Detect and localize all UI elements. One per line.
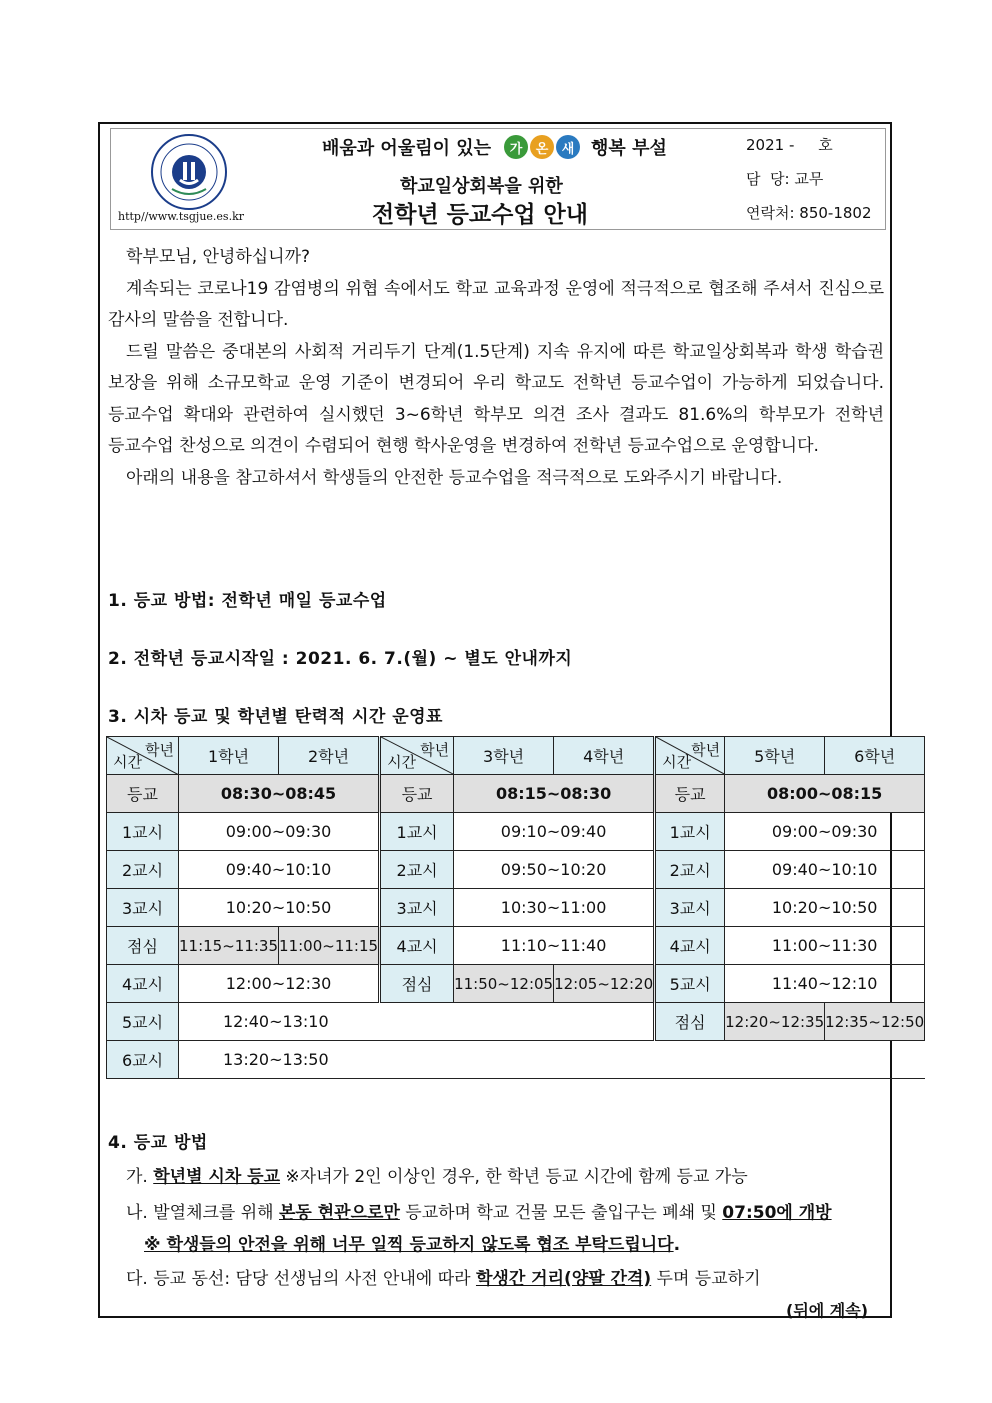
period-time: 12:00~12:30 <box>179 965 380 1003</box>
lunch-time: 12:35~12:50 <box>825 1003 925 1041</box>
grade-header: 4학년 <box>554 737 655 775</box>
corner-cell-12: 학년 시간 <box>107 737 179 775</box>
row-label: 3교시 <box>380 889 454 927</box>
grade-header: 6학년 <box>825 737 925 775</box>
arrival-time: 08:30~08:45 <box>179 775 380 813</box>
row-label: 3교시 <box>655 889 725 927</box>
badge-sae: 새 <box>556 135 580 159</box>
school-logo-icon <box>150 133 228 211</box>
howto-b-note: ※ 학생들의 안전을 위해 너무 일찍 등교하지 않도록 협조 부탁드립니다. <box>144 1235 681 1255</box>
row-label: 5교시 <box>655 965 725 1003</box>
badge-ga: 가 <box>504 135 528 159</box>
letter-body <box>108 242 884 494</box>
row-label: 5교시 <box>107 1003 179 1041</box>
period-time: 10:20~10:50 <box>725 889 925 927</box>
page-subtitle: 학교일상회복을 위한 <box>400 176 563 197</box>
period-time: 11:00~11:30 <box>725 927 925 965</box>
lunch-time: 12:05~12:20 <box>554 965 655 1003</box>
row-label: 1교시 <box>380 813 454 851</box>
lunch-time: 12:20~12:35 <box>725 1003 825 1041</box>
slogan-pre: 배움과 어울림이 있는 <box>322 138 492 159</box>
row-label: 4교시 <box>380 927 454 965</box>
period-time: 09:40~10:10 <box>725 851 925 889</box>
howto-c: 다. 등교 동선: 담당 선생님의 사전 안내에 따라 학생간 거리(양팔 간격) 두며 등교하기 <box>126 1269 761 1289</box>
corner-cell-56: 학년 시간 <box>655 737 725 775</box>
row-label: 등교 <box>655 775 725 813</box>
period-time: 12:40~13:10 <box>179 1003 655 1041</box>
paragraph-3: 아래의 내용을 참고하셔서 학생들의 안전한 등교수업을 적극적으로 도와주시기 바랍니다. <box>126 467 783 488</box>
howto-b: 나. 발열체크를 위해 본동 현관으로만 등교하며 학교 건물 모든 출입구는 폐쇄 및 07:50에 개방 <box>126 1203 832 1223</box>
period-time: 09:10~09:40 <box>454 813 655 851</box>
school-url[interactable]: http//www.tsgjue.es.kr <box>118 210 245 223</box>
period-time: 09:40~10:10 <box>179 851 380 889</box>
continued-note: (뒤에 계속) <box>786 1301 869 1320</box>
page-title: 전학년 등교수업 안내 <box>372 202 588 228</box>
grade-header: 3학년 <box>454 737 554 775</box>
period-time: 10:20~10:50 <box>179 889 380 927</box>
greeting: 학부모님, 안녕하십니까? <box>126 247 311 267</box>
paragraph-1: 계속되는 코로나19 감염병의 위협 속에서도 학교 교육과정 운영에 적극적으로 협조해 주셔서 진심으로 감사의 말씀을 전합니다. <box>108 278 884 330</box>
grade-header: 5학년 <box>725 737 825 775</box>
lunch-time: 11:00~11:15 <box>279 927 380 965</box>
row-label: 2교시 <box>107 851 179 889</box>
grade-header: 2학년 <box>279 737 380 775</box>
charge: 담 당: 교무 <box>746 170 824 188</box>
row-label: 점심 <box>107 927 179 965</box>
slogan-post: 행복 부설 <box>591 138 667 159</box>
row-label: 점심 <box>380 965 454 1003</box>
period-time: 13:20~13:50 <box>179 1041 925 1079</box>
period-time: 09:50~10:20 <box>454 851 655 889</box>
slogan <box>322 134 667 160</box>
row-label: 점심 <box>655 1003 725 1041</box>
schedule-table <box>106 736 925 1079</box>
arrival-time: 08:15~08:30 <box>454 775 655 813</box>
row-label: 1교시 <box>655 813 725 851</box>
row-label: 2교시 <box>380 851 454 889</box>
row-label: 6교시 <box>107 1041 179 1079</box>
row-label: 1교시 <box>107 813 179 851</box>
row-label: 4교시 <box>107 965 179 1003</box>
lunch-time: 11:15~11:35 <box>179 927 279 965</box>
paragraph-2: 드릴 말씀은 중대본의 사회적 거리두기 단계(1.5단계) 지속 유지에 따른 학교일상회복과 학생 학습권 보장을 위해 소규모학교 운영 기준이 변경되어 우리 학교도 전학년 등교수업이 가능하게 되었습니다. 등교수업 확대와 관련하여 실시했던 3~6학년 학부모 의견 조사 결과도 81.6%의 학부모가 전학년 등교수업 찬성으로 의견이 수렴되어 현행 학사운영을 변경하여 전학년 등교수업으로 운영합니다. <box>108 341 884 456</box>
doc-number: 2021 - 호 <box>746 136 833 154</box>
period-time: 10:30~11:00 <box>454 889 655 927</box>
section-2: 2. 전학년 등교시작일 : 2021. 6. 7.(월) ~ 별도 안내까지 <box>108 649 573 669</box>
arrival-time: 08:00~08:15 <box>725 775 925 813</box>
row-label: 등교 <box>107 775 179 813</box>
section-1: 1. 등교 방법: 전학년 매일 등교수업 <box>108 591 387 611</box>
lunch-time: 11:50~12:05 <box>454 965 554 1003</box>
grade-header: 1학년 <box>179 737 279 775</box>
period-time: 11:40~12:10 <box>725 965 925 1003</box>
row-label: 등교 <box>380 775 454 813</box>
period-time: 09:00~09:30 <box>725 813 925 851</box>
row-label: 4교시 <box>655 927 725 965</box>
howto-a: 가. 학년별 시차 등교 ※자녀가 2인 이상인 경우, 한 학년 등교 시간에 함께 등교 가능 <box>126 1167 748 1187</box>
corner-cell-34: 학년 시간 <box>380 737 454 775</box>
badge-on: 온 <box>530 135 554 159</box>
period-time: 09:00~09:30 <box>179 813 380 851</box>
period-time: 11:10~11:40 <box>454 927 655 965</box>
section-3: 3. 시차 등교 및 학년별 탄력적 시간 운영표 <box>108 707 443 727</box>
row-label: 2교시 <box>655 851 725 889</box>
section-4: 4. 등교 방법 <box>108 1133 208 1153</box>
contact: 연락처: 850-1802 <box>746 204 872 222</box>
row-label: 3교시 <box>107 889 179 927</box>
